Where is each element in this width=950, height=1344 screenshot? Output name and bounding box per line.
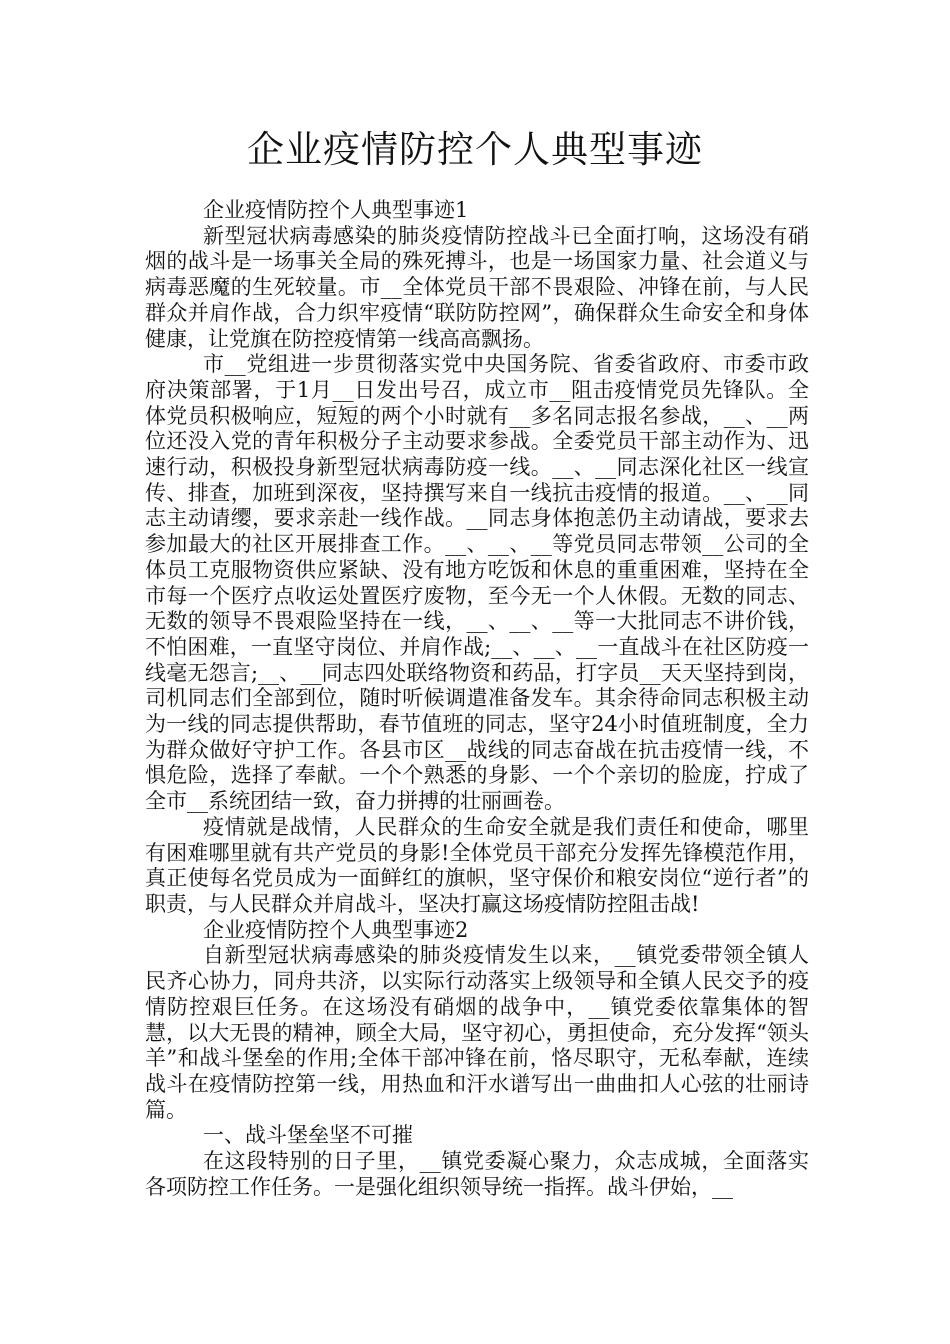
- paragraph-vanguard: 市__党组进一步贯彻落实党中央国务院、省委省政府、市委市政府决策部署，于1月__日发出号召，成立市__阻击疫情党员先锋队。全体党员积极响应，短短的两个小时就有__多名同志报名参战，__、__两位还没入党的青年积极分子主动要求参战。全委党员干部主动作为、迅速行动，积极投身新型冠状病毒防疫一线。__、__同志深化社区一线宣传、排查，加班到深夜，坚持撰写来自一线抗击疫情的报道。__、__同志主动请缨，要求亲赴一线作战。__同志身体抱恙仍主动请战，要求去参加最大的社区开展排查工作。__、__、__等党员同志带领__公司的全体员工克服物资供应紧缺、没有地方吃饭和休息的重重困难，坚持在全市每一个医疗点收运处置医疗废物，至今无一个人休假。无数的同志、无数的领导不畏艰险坚持在一线，__、__、__等一大批同志不讲价钱，不怕困难，一直坚守岗位、并肩作战;__、__、__一直战斗在社区防疫一线毫无怨言;__、__同志四处联络物资和药品，打字员__天天坚持到岗，司机同志们全部到位，随时听候调遣准备发车。其余待命同志积极主动为一线的同志提供帮助，春节值班的同志，坚守24小时值班制度，全力为群众做好守护工作。各县市区__战线的同志奋战在抗击疫情一线，不惧危险，选择了奉献。一个个熟悉的身影、一个个亲切的脸庞，拧成了全市__系统团结一致，奋力拼搏的壮丽画卷。: [145, 352, 809, 814]
- section-heading-1: 企业疫情防控个人典型事迹1: [203, 198, 469, 222]
- document-body: [145, 198, 809, 1200]
- paragraph-intro: 新型冠状病毒感染的肺炎疫情防控战斗已全面打响，这场没有硝烟的战斗是一场事关全局的殊死搏斗，也是一场国家力量、社会道义与病毒恶魔的生死较量。市__全体党员干部不畏艰险、冲锋在前，与人民群众并肩作战，合力织牢疫情“联防防控网”，确保群众生命安全和身体健康，让党旗在防控疫情第一线高高飘扬。: [145, 223, 809, 351]
- subheading-fortress: 一、战斗堡垒坚不可摧: [203, 1123, 413, 1148]
- section-heading-2: 企业疫情防控个人典型事迹2: [203, 917, 469, 942]
- document-title: 企业疫情防控个人典型事迹: [247, 128, 703, 171]
- paragraph-town-committee: 自新型冠状病毒感染的肺炎疫情发生以来，__镇党委带领全镇人民齐心协力，同舟共济，以实际行动落实上级领导和全镇人民交予的疫情防控艰巨任务。在这场没有硝烟的战争中，__镇党委依靠集体的智慧，以大无畏的精神，顾全大局，坚守初心，勇担使命，充分发挥“领头羊”和战斗堡垒的作用;全体干部冲锋在前，恪尽职守，无私奉献，连续战斗在疫情防控第一线，用热血和汗水谱写出一曲曲扣人心弦的壮丽诗篇。: [145, 943, 809, 1122]
- paragraph-conclusion: 疫情就是战情，人民群众的生命安全就是我们责任和使命，哪里有困难哪里就有共产党员的身影!全体党员干部充分发挥先锋模范作用，真正使每名党员成为一面鲜红的旗帜，坚守保价和粮安岗位“逆行者”的职责，与人民群众并肩战斗，坚决打赢这场疫情防控阻击战!: [145, 814, 809, 916]
- paragraph-special-days: 在这段特别的日子里，__镇党委凝心聚力，众志成城，全面落实各项防控工作任务。一是强化组织领导统一指挥。战斗伊始，__: [145, 1149, 809, 1199]
